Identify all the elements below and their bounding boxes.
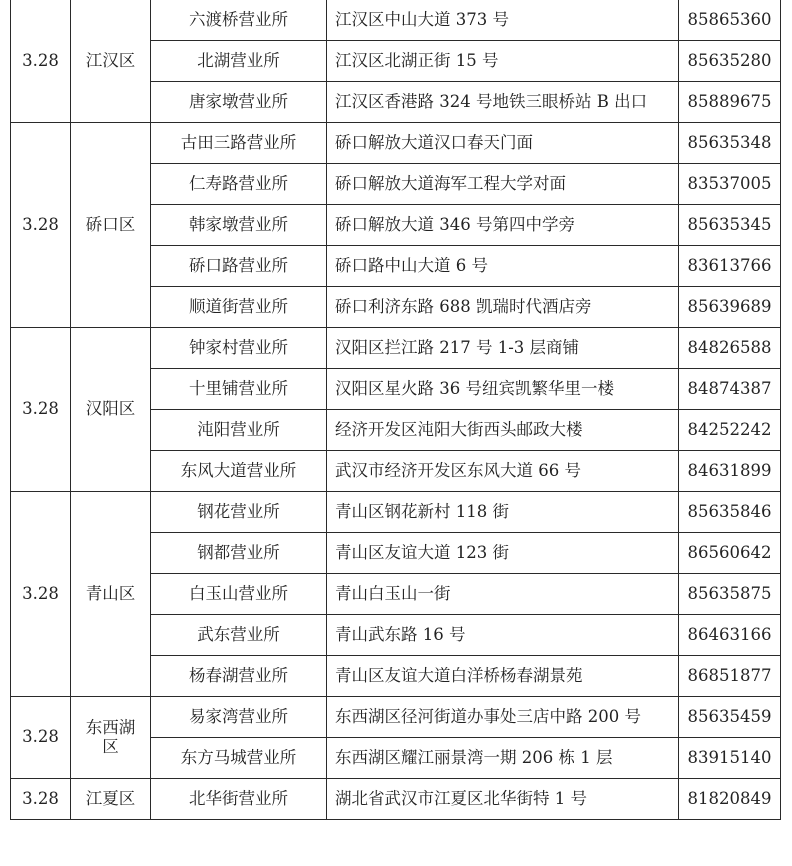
office-cell: 沌阳营业所 — [151, 410, 327, 451]
phone-cell: 86560642 — [679, 533, 781, 574]
office-cell: 白玉山营业所 — [151, 574, 327, 615]
office-cell: 武东营业所 — [151, 615, 327, 656]
address-cell: 硚口解放大道海军工程大学对面 — [327, 164, 679, 205]
office-cell: 韩家墩营业所 — [151, 205, 327, 246]
address-cell: 硚口利济东路 688 凯瑞时代酒店旁 — [327, 287, 679, 328]
phone-cell: 85865360 — [679, 0, 781, 41]
address-cell: 青山区友谊大道 123 街 — [327, 533, 679, 574]
office-cell: 易家湾营业所 — [151, 697, 327, 738]
address-cell: 青山白玉山一街 — [327, 574, 679, 615]
phone-cell: 85889675 — [679, 82, 781, 123]
address-cell: 武汉市经济开发区东风大道 66 号 — [327, 451, 679, 492]
address-cell: 东西湖区耀江丽景湾一期 206 栋 1 层 — [327, 738, 679, 779]
phone-cell: 83537005 — [679, 164, 781, 205]
district-cell: 青山区 — [71, 492, 151, 697]
office-cell: 古田三路营业所 — [151, 123, 327, 164]
address-cell: 东西湖区径河街道办事处三店中路 200 号 — [327, 697, 679, 738]
office-cell: 钟家村营业所 — [151, 328, 327, 369]
address-cell: 硚口解放大道汉口春天门面 — [327, 123, 679, 164]
address-cell: 经济开发区沌阳大街西头邮政大楼 — [327, 410, 679, 451]
post-office-table — [10, 0, 781, 820]
address-cell: 青山区钢花新村 118 街 — [327, 492, 679, 533]
office-cell: 仁寿路营业所 — [151, 164, 327, 205]
table-row — [11, 492, 781, 533]
phone-cell: 84252242 — [679, 410, 781, 451]
date-cell: 3.28 — [11, 697, 71, 779]
date-cell: 3.28 — [11, 328, 71, 492]
office-cell: 北华街营业所 — [151, 779, 327, 820]
address-cell: 青山武东路 16 号 — [327, 615, 679, 656]
phone-cell: 85635846 — [679, 492, 781, 533]
phone-cell: 84631899 — [679, 451, 781, 492]
phone-cell: 86851877 — [679, 656, 781, 697]
table-row — [11, 328, 781, 369]
phone-cell: 84826588 — [679, 328, 781, 369]
date-cell: 3.28 — [11, 123, 71, 328]
table-body — [11, 0, 781, 820]
office-cell: 唐家墩营业所 — [151, 82, 327, 123]
date-cell: 3.28 — [11, 492, 71, 697]
address-cell: 硚口路中山大道 6 号 — [327, 246, 679, 287]
phone-cell: 85635345 — [679, 205, 781, 246]
phone-cell: 85635348 — [679, 123, 781, 164]
district-cell: 硚口区 — [71, 123, 151, 328]
office-cell: 六渡桥营业所 — [151, 0, 327, 41]
address-cell: 汉阳区星火路 36 号纽宾凯繁华里一楼 — [327, 369, 679, 410]
table-row — [11, 123, 781, 164]
district-cell: 东西湖区 — [71, 697, 151, 779]
district-cell: 汉阳区 — [71, 328, 151, 492]
district-cell: 江夏区 — [71, 779, 151, 820]
table-row — [11, 697, 781, 738]
phone-cell: 85635280 — [679, 41, 781, 82]
office-cell: 钢都营业所 — [151, 533, 327, 574]
phone-cell: 81820849 — [679, 779, 781, 820]
address-cell: 湖北省武汉市江夏区北华街特 1 号 — [327, 779, 679, 820]
address-cell: 江汉区北湖正街 15 号 — [327, 41, 679, 82]
phone-cell: 86463166 — [679, 615, 781, 656]
office-cell: 杨春湖营业所 — [151, 656, 327, 697]
phone-cell: 85639689 — [679, 287, 781, 328]
address-cell: 江汉区香港路 324 号地铁三眼桥站 B 出口 — [327, 82, 679, 123]
office-cell: 顺道街营业所 — [151, 287, 327, 328]
phone-cell: 85635875 — [679, 574, 781, 615]
office-cell: 硚口路营业所 — [151, 246, 327, 287]
office-cell: 东风大道营业所 — [151, 451, 327, 492]
office-cell: 钢花营业所 — [151, 492, 327, 533]
phone-cell: 83915140 — [679, 738, 781, 779]
address-cell: 青山区友谊大道白洋桥杨春湖景苑 — [327, 656, 679, 697]
address-cell: 硚口解放大道 346 号第四中学旁 — [327, 205, 679, 246]
table-row — [11, 0, 781, 41]
phone-cell: 85635459 — [679, 697, 781, 738]
address-cell: 江汉区中山大道 373 号 — [327, 0, 679, 41]
date-cell: 3.28 — [11, 779, 71, 820]
office-cell: 北湖营业所 — [151, 41, 327, 82]
office-cell: 十里铺营业所 — [151, 369, 327, 410]
phone-cell: 83613766 — [679, 246, 781, 287]
phone-cell: 84874387 — [679, 369, 781, 410]
table-row — [11, 779, 781, 820]
address-cell: 汉阳区拦江路 217 号 1-3 层商铺 — [327, 328, 679, 369]
office-cell: 东方马城营业所 — [151, 738, 327, 779]
district-cell: 江汉区 — [71, 0, 151, 123]
date-cell: 3.28 — [11, 0, 71, 123]
